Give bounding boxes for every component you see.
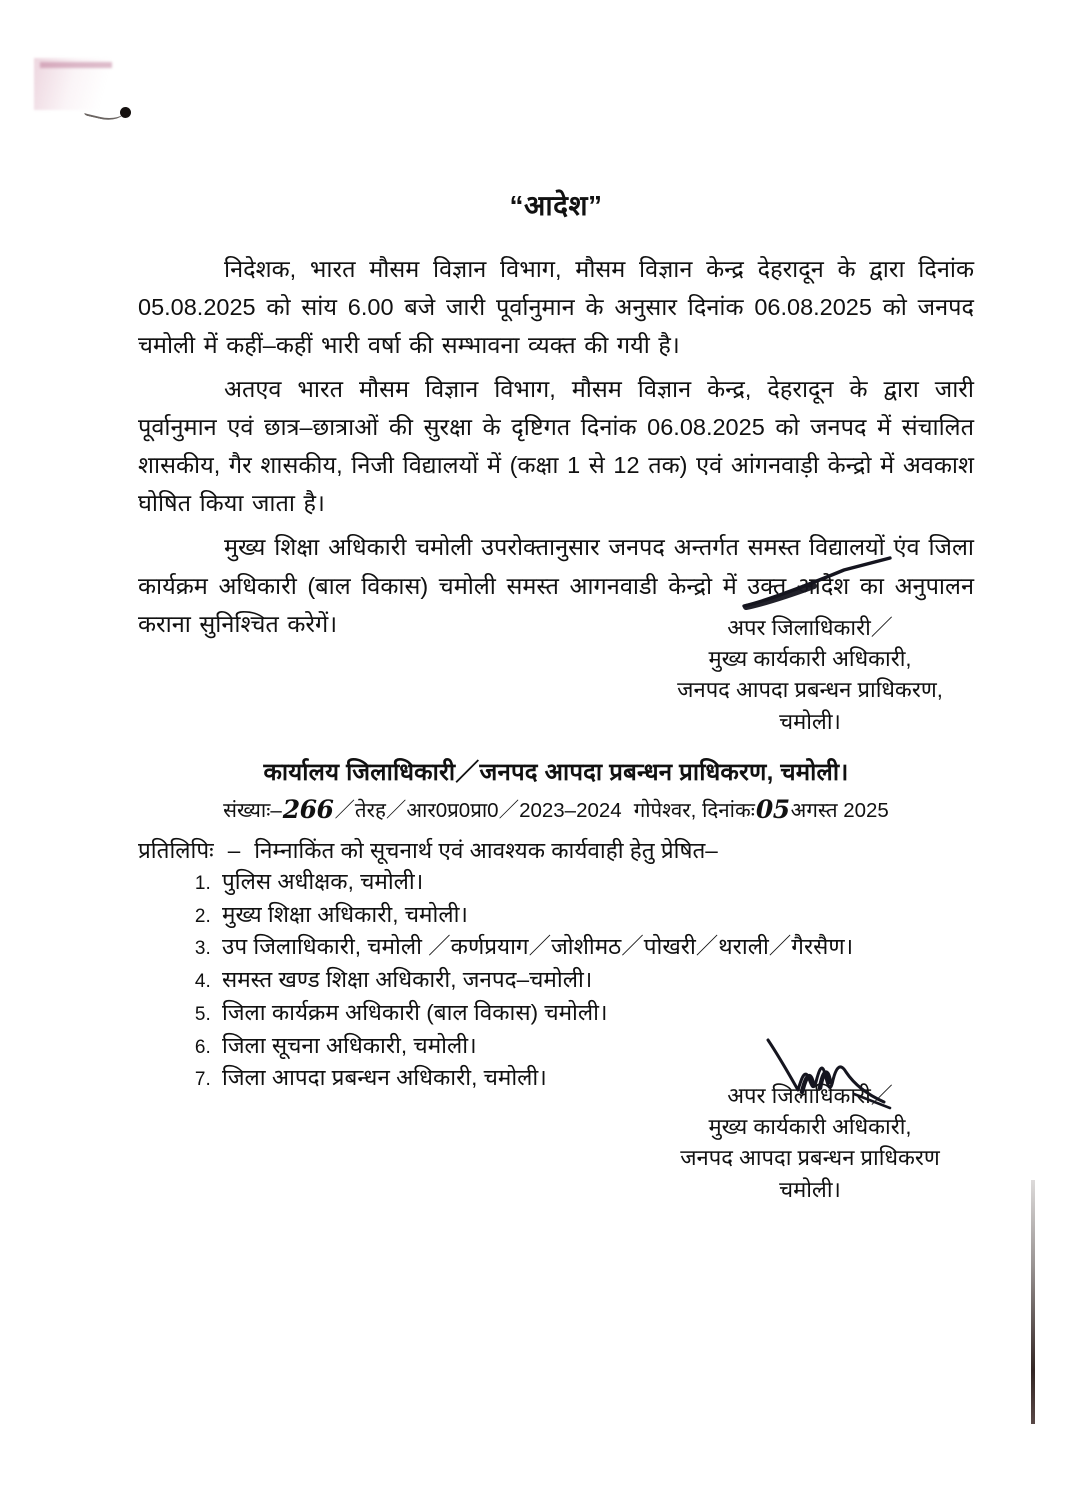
office-heading: कार्यालय जिलाधिकारी／जनपद आपदा प्रबन्धन प्राधिकरण, चमोली। — [263, 759, 849, 786]
signature-block-bottom — [640, 1080, 980, 1205]
list-item: 2. मुख्य शिक्षा अधिकारी, चमोली। — [216, 899, 853, 932]
page-title: “आदेश” — [509, 190, 603, 221]
signatory-designation-line-2: मुख्य कार्यकारी अधिकारी, — [708, 1114, 912, 1140]
number-value-handwritten: 266 — [282, 795, 334, 824]
paragraph-forecast: निदेशक, भारत मौसम विज्ञान विभाग, मौसम विज्ञान केन्द्र देहरादून के द्वारा दिनांक 05.08.2025 को सांय 6.00 बजे जारी पूर्वानुमान के अनुसार दिनांक 06.08.2025 को जनपद चमोली में कहीं–कहीं भारी वर्षा की सम्भावना व्यक्त की गयी है। — [138, 256, 974, 359]
signatory-authority-line: जनपद आपदा प्रबन्धन प्राधिकरण, — [677, 677, 943, 703]
signatory-designation-line-2: मुख्य कार्यकारी अधिकारी, — [708, 646, 912, 672]
paragraph-compliance-instruction: मुख्य शिक्षा अधिकारी चमोली उपरोक्तानुसार जनपद अन्तर्गत समस्त विद्यालयों एंव जिला कार्यक्रम अधिकारी (बाल विकास) चमोली समस्त आगनवाडी केन्द्रो में उक्त आदेश का अनुपालन कराना सुनिश्चित करेगें। — [138, 534, 974, 637]
copy-to-label: प्रतिलिपिः — [138, 838, 214, 863]
document-body — [138, 0, 974, 643]
copy-to-line — [138, 834, 718, 865]
signatory-designation-line-1: अपर जिलाधिकारी／ — [727, 1083, 893, 1108]
date-month-year: अगस्त 2025 — [790, 799, 889, 822]
signature-block-top — [640, 612, 980, 737]
copy-to-text: निम्नाकिंत को सूचनार्थ एवं आवश्यक कार्यवाही हेतु प्रेषित– — [254, 838, 718, 863]
list-item: 1. पुलिस अधीक्षक, चमोली। — [216, 866, 853, 899]
list-item: 5. जिला कार्यक्रम अधिकारी (बाल विकास) चमोली। — [216, 997, 853, 1030]
paragraph-holiday-declaration: अतएव भारत मौसम विज्ञान विभाग, मौसम विज्ञान केन्द्र, देहरादून के द्वारा जारी पूर्वानुमान एवं छात्र–छात्राओं की सुरक्षा के दृष्टिगत दिनांक 06.08.2025 को जनपद में संचालित शासकीय, गैर शासकीय, निजी विद्यालयों में (कक्षा 1 से 12 तक) एवं आंगनवाड़ी केन्द्रो में अवकाश घोषित किया जाता है। — [138, 376, 974, 517]
scan-smudge-streak — [40, 62, 112, 68]
signatory-authority-line: जनपद आपदा प्रबन्धन प्राधिकरण — [680, 1145, 940, 1171]
number-rest: ／तेरह／आर0प्र0प्रा0／2023–2024 — [334, 799, 622, 822]
signatory-designation-line-1: अपर जिलाधिकारी／ — [727, 615, 893, 640]
copy-to-dash: – — [227, 838, 241, 863]
order-number-line — [138, 793, 974, 824]
scan-edge-line-artifact — [1031, 1180, 1035, 1424]
list-item: 6. जिला सूचना अधिकारी, चमोली। — [216, 1030, 853, 1063]
list-item: 4. समस्त खण्ड शिक्षा अधिकारी, जनपद–चमोली। — [216, 964, 853, 997]
number-label: संख्याः– — [223, 799, 282, 822]
date-label: दिनांकः — [702, 799, 755, 822]
list-item: 7. जिला आपदा प्रबन्धन अधिकारी, चमोली। — [216, 1062, 853, 1095]
signatory-district-line: चमोली। — [779, 1176, 841, 1202]
place-name: गोपेश्वर, — [633, 799, 697, 822]
date-value-handwritten: 05 — [755, 795, 790, 824]
list-item: 3. उप जिलाधिकारी, चमोली ／कर्णप्रयाग／जोशीमठ／पोखरी／थराली／गैरसैण। — [216, 931, 853, 964]
recipient-list — [172, 866, 853, 1095]
ink-dot-mark — [120, 107, 131, 118]
signatory-district-line: चमोली। — [779, 708, 841, 734]
